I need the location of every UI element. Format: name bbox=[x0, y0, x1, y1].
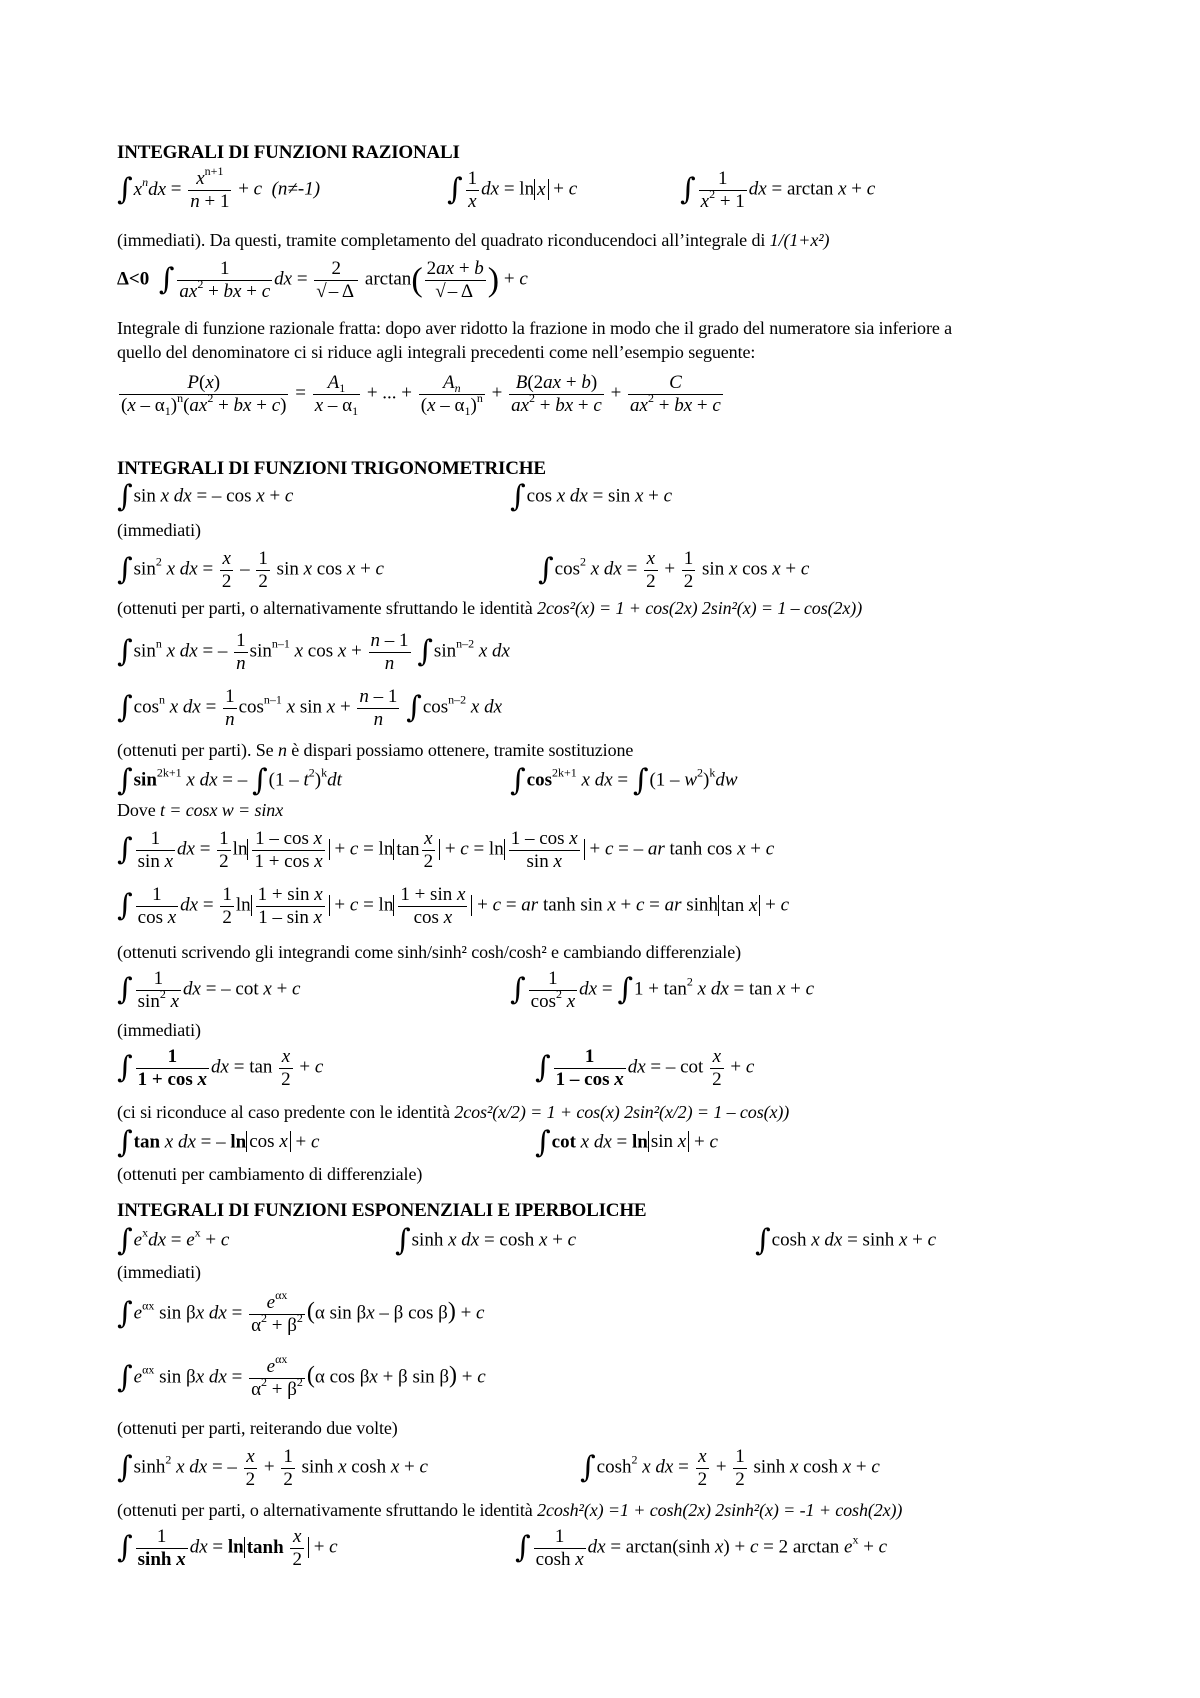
formula-power-rule: $\int x^ndx$ = $\frac{x^{n+1}}{n + 1}$ + c (n≠-1) bbox=[117, 164, 321, 212]
formula-cos-odd-power: $\int\cos^{2k+1}$ x dx = $\int(1 - w^2)^kdw$ bbox=[510, 763, 738, 798]
note-trig-substitution: Dove t = cosx w = sinx bbox=[117, 800, 284, 820]
note-trig-immediati-2: (immediati) bbox=[117, 1020, 201, 1040]
note-trig-odd: (ottenuti per parti). Se n è dispari possiamo ottenere, tramite sostituzione bbox=[117, 740, 634, 760]
formula-int-exp: $\int e^xdx = e^x + c$ bbox=[117, 1223, 230, 1258]
note-trig-hyperbolic-rewrite: (ottenuti scrivendo gli integrandi come sinh/sinh² cosh/cosh² e cambiando differenziale) bbox=[117, 942, 741, 962]
note-trig-half-angle: (ci si riconduce al caso predente con le identità 2cos²(x/2) = 1 + cos(x) 2sin²(x/2) = 1 – cos(x)) bbox=[117, 1102, 790, 1122]
formula-int-sinh2: $\int\sinh^2$ x dx = – $\frac{x}{2}$ + $\frac{1}{2}$ sinh x cosh x + c bbox=[117, 1446, 428, 1490]
formula-sin-odd-power: $\int\sin^{2k+1}$ x dx = – $\int(1 - t^2)^kdt$ bbox=[117, 763, 342, 798]
formula-int-cos: ∫cos x dx = sin x + c bbox=[510, 479, 673, 514]
formula-partial-fractions: $\frac{P(x)}{(x - \alpha_1)^n(ax^2 + bx + c)}$ = $\frac{A_1}{x - \alpha_1}$ + ... + $\frac{A_n}{(x - \alpha_1)^n}$ + $\frac{B(2ax + b)}{ax^2 + bx + c}$ + $\frac{C}{ax^2 + bx + c}$ bbox=[121, 372, 721, 418]
note-fratta-line1: Integrale di funzione razionale fratta: dopo aver ridotto la frazione in modo che il grado del numeratore sia inferiore a bbox=[117, 318, 953, 338]
note-exp-immediati: (immediati) bbox=[117, 1262, 201, 1282]
formula-int-1-plus-cos: ∫ $\frac{1}{\text{1 + cos x}}$ dx = tan $\frac{x}{2}$ + c bbox=[117, 1046, 324, 1090]
formula-log-rule: ∫ $\frac{1}{x}$ dx = ln x + c bbox=[447, 168, 578, 212]
formula-int-sin: ∫sin x dx = – cos x + c bbox=[117, 479, 294, 514]
formula-exp-sin-2: $\int e^{\alpha x}$ sin βx dx = $e^{\alpha x}$ $\alpha^2 + \beta^2$ (α cos βx + β sin β) + c bbox=[117, 1352, 486, 1400]
note-fratta-line2: quello del denominatore ci si riduce agli integrali precedenti come nell’esempio seguente: bbox=[117, 342, 756, 362]
formula-int-csch: ∫ $\frac{1}{\text{sinh x}}$ dx = ln tanh $\frac{x}{2}$ + c bbox=[117, 1526, 338, 1570]
formula-int-csc: ∫ $\frac{1}{\text{sin x}}$ dx = $\frac{1}{2}$ ln $\frac{\text{1 – cos x}}{\text{1 + cos x}}$ + c = ln tan $\frac{x}{2}$ + c = ln $\frac{\text{1 – cos x}}{\text{sin x}}$ + c = – ar tanh cos x + c bbox=[117, 828, 775, 872]
formula-int-sin2: $\int\sin^2$ x dx = $\frac{x}{2}$ – $\frac{1}{2}$ sin x cos x + c bbox=[117, 548, 384, 592]
note-exp-parts-twice: (ottenuti per parti, reiterando due volte) bbox=[117, 1418, 398, 1438]
note-exp-identities: (ottenuti per parti, o alternativamente sfruttando le identità 2cosh²(x) =1 + cosh(2x) 2sinh²(x) = -1 + cosh(2x)) bbox=[117, 1500, 903, 1520]
note-trig-immediati: (immediati) bbox=[117, 520, 201, 540]
formula-int-cosh: ∫cosh x dx = sinh x + c bbox=[755, 1223, 937, 1258]
formula-int-sec2: ∫ $\frac{1}{\cos^2 x}$ dx = $\int 1 + \tan^2 x$ dx = tan x + c bbox=[510, 968, 815, 1012]
formula-int-sinh: ∫sinh x dx = cosh x + c bbox=[395, 1223, 577, 1258]
condition-text: (n≠-1) bbox=[271, 178, 321, 200]
formula-int-csc2: ∫ $\frac{1}{\sin^2 x}$ dx = – cot x + c bbox=[117, 968, 301, 1012]
formula-delta-negative: Δ<0 ∫ $\frac{1}{ax^2 + bx + c}$ dx = $\frac{2}{√ - \Delta}$ arctan( $\frac{2ax + b}{√ - \Delta}$ ) + c bbox=[117, 258, 528, 302]
section-heading-rational: INTEGRALI DI FUNZIONI RAZIONALI bbox=[117, 142, 460, 163]
section-heading-trig: INTEGRALI DI FUNZIONI TRIGONOMETRICHE bbox=[117, 458, 546, 479]
note-trig-identities: (ottenuti per parti, o alternativamente sfruttando le identità 2cos²(x) = 1 + cos(2x) 2sin²(x) = 1 – cos(2x)) bbox=[117, 598, 863, 618]
formula-int-tan: ∫tan x dx = – ln cos x + c bbox=[117, 1125, 320, 1160]
formula-int-cosh2: $\int\cosh^2$ x dx = $\frac{x}{2}$ + $\frac{1}{2}$ sinh x cosh x + c bbox=[580, 1446, 880, 1490]
formula-int-cos-n: $\int\cos^n$ x dx = $\frac{1}{n}$ $\cos^{n-1} x$ sin x + $\frac{n - 1}{n}$ $\int\cos^{n-2}$ x dx bbox=[117, 686, 503, 730]
formula-int-cot: ∫cot x dx = ln sin x + c bbox=[535, 1125, 718, 1160]
formula-int-sec: ∫ $\frac{1}{\text{cos x}}$ dx = $\frac{1}{2}$ ln $\frac{\text{1 + sin x}}{\text{1 – sin x}}$ + c = ln $\frac{\text{1 + sin x}}{\text{cos x}}$ + c = ar tanh sin x + c = ar sinh tan x + c bbox=[117, 884, 790, 928]
formula-exp-sin-1: $\int e^{\alpha x}$ sin βx dx = $e^{\alpha x}$ $\alpha^2 + \beta^2$ (α sin βx – β cos β) + c bbox=[117, 1288, 485, 1336]
formula-int-sech: ∫ $\frac{1}{\text{cosh x}}$ dx = arctan(sinh x) + c = 2 $\arctan e^x + c$ bbox=[515, 1526, 888, 1570]
note-trig-differential: (ottenuti per cambiamento di differenziale) bbox=[117, 1164, 423, 1184]
formula-int-cos2: $\int\cos^2$ x dx = $\frac{x}{2}$ + $\frac{1}{2}$ sin x cos x + c bbox=[538, 548, 810, 592]
formula-arctan-rule: ∫ $\frac{1}{x^2 + 1}$ dx = arctan x + c bbox=[680, 168, 876, 212]
formula-int-1-minus-cos: ∫ $\frac{1}{\text{1 – cos x}}$ dx = – cot $\frac{x}{2}$ + c bbox=[535, 1046, 755, 1090]
formula-int-sin-n: $\int\sin^n$ x dx = – $\frac{1}{n}$ $\sin^{n-1} x$ cos x + $\frac{n - 1}{n}$ $\int\sin^{n-2}$ x dx bbox=[117, 630, 510, 674]
note-rational-immediati: (immediati). Da questi, tramite completamento del quadrato riconducendoci all’integrale di 1/(1+x²) bbox=[117, 230, 830, 250]
section-heading-exp: INTEGRALI DI FUNZIONI ESPONENZIALI E IPERBOLICHE bbox=[117, 1200, 647, 1221]
